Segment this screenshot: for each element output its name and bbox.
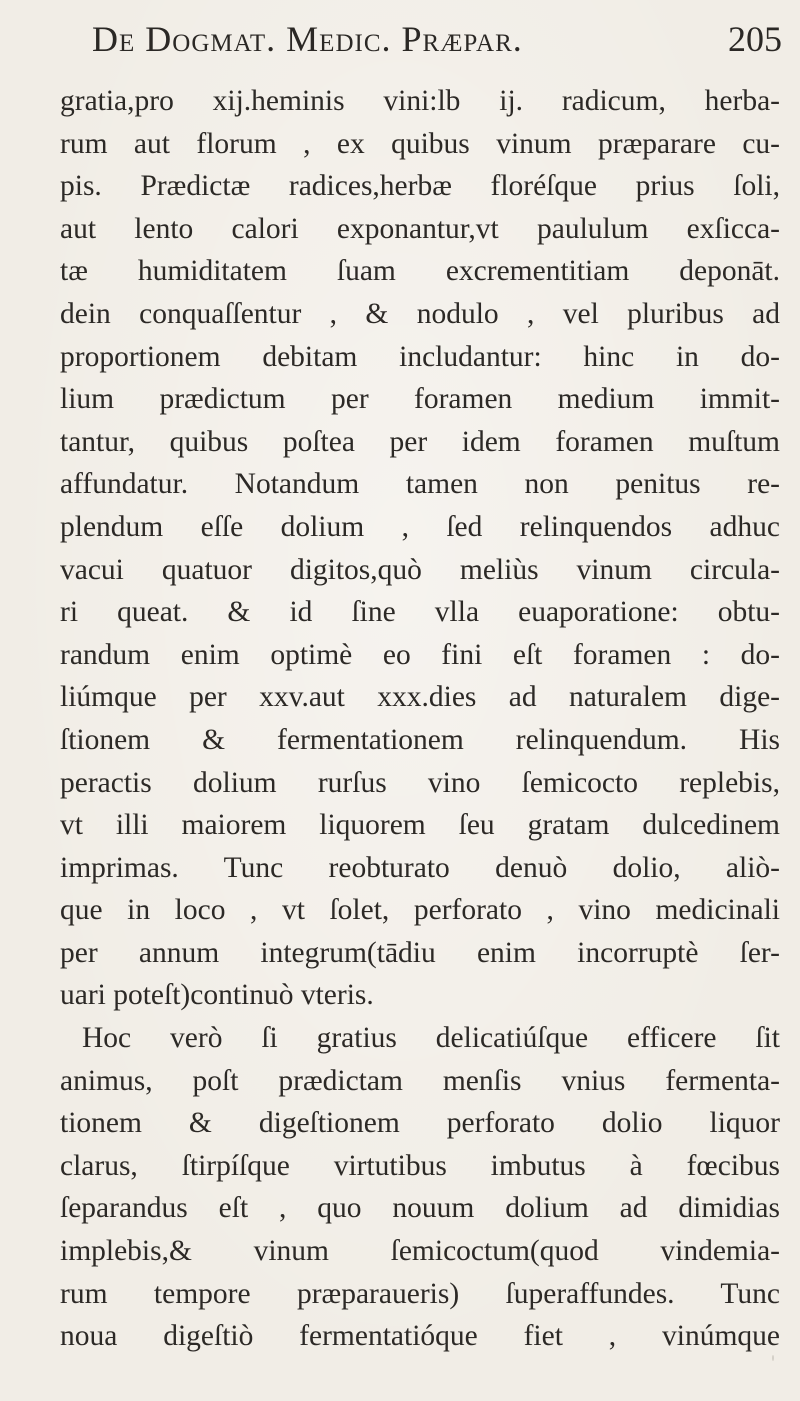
text-line: implebis,& vinum ſemicoctum(quod vindemia- [60,1235,780,1268]
text-line: affundatur. Notandum tamen non penitus re- [60,468,780,501]
paper-speck [300,1330,303,1332]
text-line: Hoc verò ſi gratius delicatiúſque efficere ſit [82,1022,780,1055]
text-line: pis. Prædictæ radices,herbæ floréſque prius ſoli, [60,170,780,203]
text-line: vacui quatuor digitos,quò meliùs vinum circula- [60,553,780,586]
text-line: liúmque per xxv.aut xxx.dies ad naturalem dige- [60,681,780,714]
page-header [92,18,782,68]
text-line: gratia,pro xij.heminis vini:lb ij. radicum, herba- [60,85,780,117]
text-line: dein conquaſſentur , & nodulo , vel pluribus ad [60,297,780,330]
text-line: per annum integrum(tādiu enim incorruptè ſer- [60,936,780,969]
running-head: De Dogmat. Medic. Præpar. [92,19,523,59]
body-text [60,80,780,1358]
text-line: lium prædictum per foramen medium immit- [60,383,780,416]
text-line: proportionem debitam includantur: hinc in do- [60,340,780,373]
page-number: 205 [728,19,782,59]
text-line: tæ humiditatem ſuam excrementitiam deponāt. [60,255,780,288]
text-line: que in loco , vt ſolet, perforato , vino medicinali [60,894,780,927]
text-line: rum tempore præparaueris) ſuperaffundes. Tunc [60,1277,780,1310]
text-line: vt illi maiorem liquorem ſeu gratam dulcedinem [60,809,780,842]
paper-speck [772,1355,774,1361]
text-line: ſtionem & fermentationem relinquendum. His [60,723,780,756]
text-line: uari poteſt)continuò vteris. [60,979,374,1012]
paper-speck [640,1210,643,1213]
text-line: tantur, quibus poſtea per idem foramen muſtum [60,425,780,458]
text-line: animus, poſt prædictam menſis vnius fermenta- [60,1064,780,1097]
text-line: clarus, ſtirpíſque virtutibus imbutus à fœcibus [60,1149,780,1182]
text-line: imprimas. Tunc reobturato denuò dolio, aliò- [60,851,780,884]
text-line: randum enim optimè eo fini eſt foramen : do- [60,638,780,671]
text-line: rum aut florum , ex quibus vinum præparare cu- [60,127,780,160]
text-line: ri queat. & id ſine vlla euaporatione: obtu- [60,596,780,629]
text-line: aut lento calori exponantur,vt paululum exſicca- [60,212,780,245]
text-line: ſeparandus eſt , quo nouum dolium ad dimidias [60,1192,780,1225]
text-line: tionem & digeſtionem perforato dolio liquor [60,1107,780,1140]
text-line: noua digeſtiò fermentatióque fiet , vinúmque [60,1320,780,1353]
text-line: peractis dolium rurſus vino ſemicocto replebis, [60,766,780,799]
text-line: plendum eſſe dolium , ſed relinquendos adhuc [60,510,780,543]
